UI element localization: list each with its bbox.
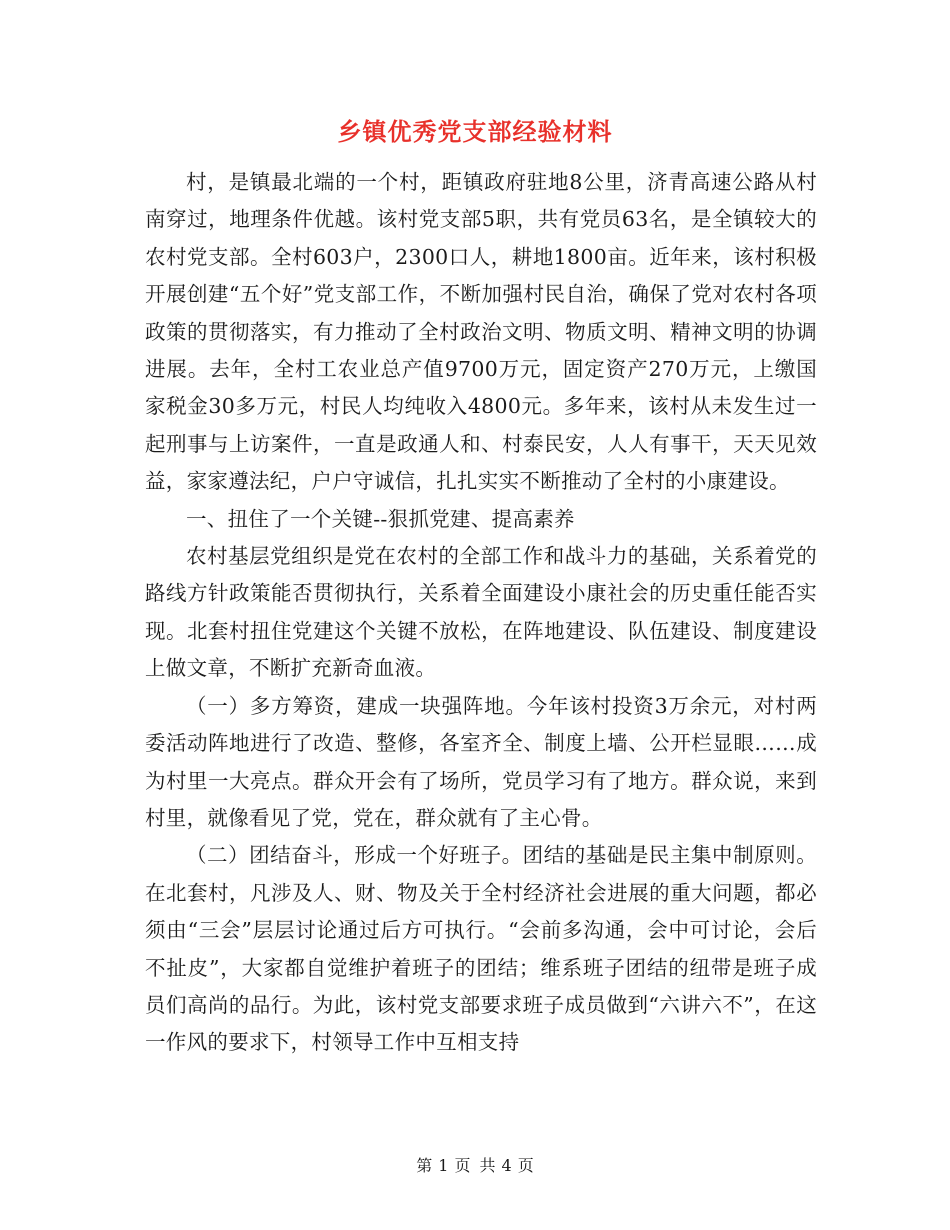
paragraph-section-1: 农村基层党组织是党在农村的全部工作和战斗力的基础，关系着党的路线方针政策能否贯彻执行，关系着全面建设小康社会的历史重任能否实现。北套村扭住党建这个关键不放松，在阵地建设、队伍建设、制度建设上做文章，不断扩充新奇血液。 [145,544,817,681]
footer-total-pages: 4 [501,1156,512,1175]
footer-prefix: 第 [416,1156,433,1175]
footer-page-number: 1 [438,1156,449,1175]
document-title: 乡镇优秀党支部经验材料 [337,118,613,146]
document-body [145,164,817,1062]
paragraph-subsection-1: （一）多方筹资，建成一块强阵地。今年该村投资3万余元，对村两委活动阵地进行了改造、整修，各室齐全、制度上墙、公开栏显眼……成为村里一大亮点。群众开会有了场所，党员学习有了地方。群众说，来到村里，就像看见了党，党在，群众就有了主心骨。 [145,693,817,830]
footer-middle: 页 共 [454,1156,496,1175]
paragraph-subsection-2: （二）团结奋斗，形成一个好班子。团结的基础是民主集中制原则。在北套村，凡涉及人、财、物及关于全村经济社会进展的重大问题，都必须由“三会”层层讨论通过后方可执行。“会前多沟通，会中可讨论，会后不扯皮”，大家都自觉维护着班子的团结；维系班子团结的纽带是班子成员们高尚的品行。为此，该村党支部要求班子成员做到“六讲六不”，在这一作风的要求下，村领导工作中互相支持 [145,843,817,1055]
page-footer [0,1153,950,1176]
paragraph-intro: 村，是镇最北端的一个村，距镇政府驻地8公里，济青高速公路从村南穿过，地理条件优越。该村党支部5职，共有党员63名，是全镇较大的农村党支部。全村603户，2300口人，耕地1800亩。近年来，该村积极开展创建“五个好”党支部工作，不断加强村民自治，确保了党对农村各项政策的贯彻落实，有力推动了全村政治文明、物质文明、精神文明的协调进展。去年，全村工农业总产值9700万元，固定资产270万元，上缴国家税金30多万元，村民人均纯收入4800元。多年来，该村从未发生过一起刑事与上访案件，一直是政通人和、村泰民安，人人有事干，天天见效益，家家遵法纪，户户守诚信，扎扎实实不断推动了全村的小康建设。 [145,170,817,494]
section-heading-1: 一、扭住了一个关键--狠抓党建、提高素养 [186,506,575,531]
footer-suffix: 页 [517,1156,534,1175]
